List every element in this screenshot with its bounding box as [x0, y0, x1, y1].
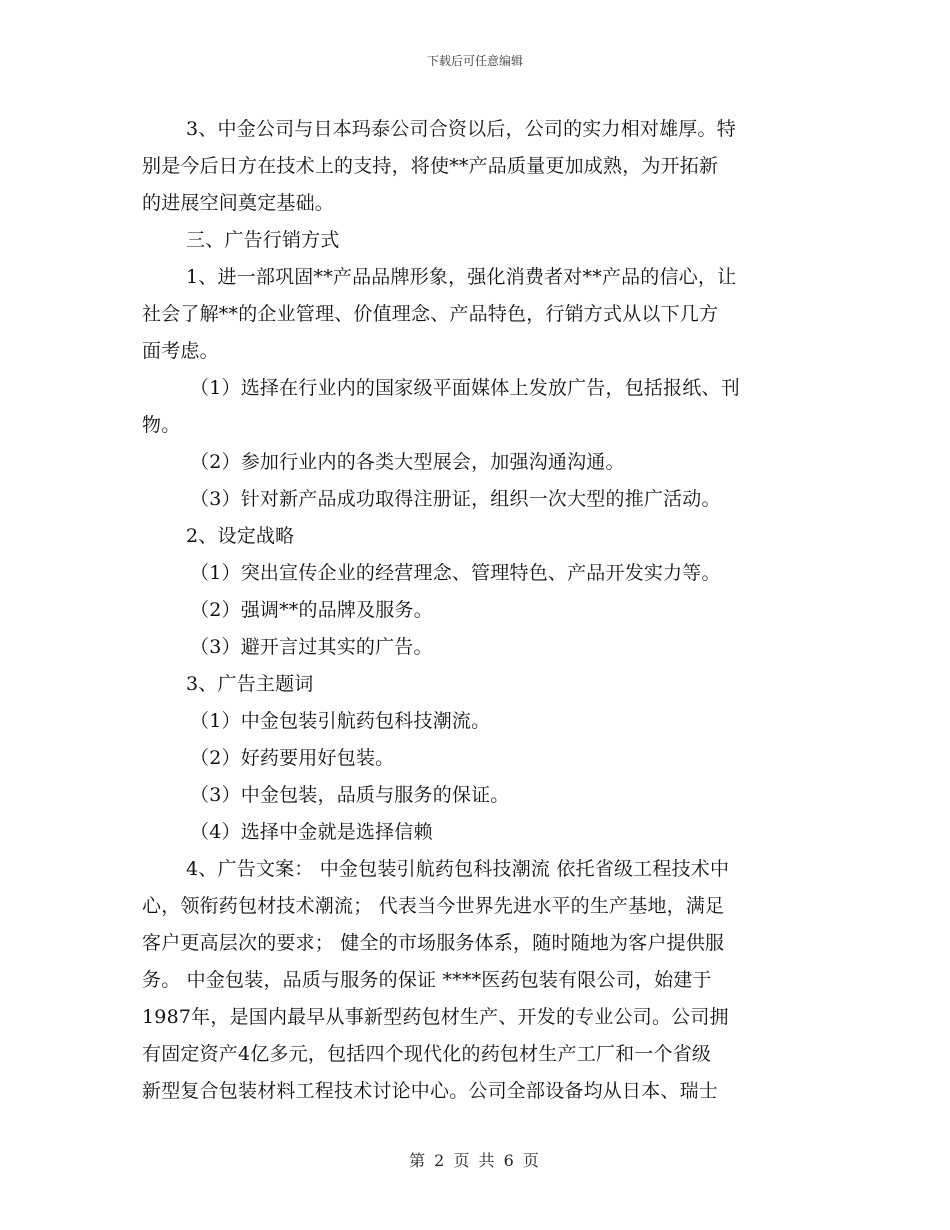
text-line: 心，领衔药包材技术潮流； 代表当今世界先进水平的生产基地，满足 — [142, 895, 725, 917]
text-line: 别是今后日方在技术上的支持，将使**产品质量更加成熟，为开拓新 — [142, 155, 719, 177]
text-line: 物。 — [142, 414, 181, 436]
text-line: （3）中金包装，品质与服务的保证。 — [190, 784, 510, 806]
text-line: （1）突出宣传企业的经营理念、管理特色、产品开发实力等。 — [190, 562, 721, 584]
text-line: 社会了解**的企业管理、价值理念、产品特色，行销方式从以下几方 — [142, 303, 719, 325]
text-line: （1）中金包装引航药包科技潮流。 — [190, 710, 491, 732]
subsection-heading: 2、设定战略 — [186, 525, 295, 547]
text-line: （2）强调**的品牌及服务。 — [190, 599, 433, 621]
subsection-heading: 3、广告主题词 — [186, 673, 314, 695]
text-line: （2）参加行业内的各类大型展会，加强沟通沟通。 — [190, 451, 625, 473]
text-line: （2）好药要用好包装。 — [190, 747, 395, 769]
text-line: （1）选择在行业内的国家级平面媒体上发放广告，包括报纸、刊 — [190, 377, 740, 399]
text-line: 新型复合包装材料工程技术讨论中心。公司全部设备均从日本、瑞士 — [142, 1080, 719, 1102]
text-line: （3）避开言过其实的广告。 — [190, 636, 433, 658]
subsection-heading: 4、广告文案： 中金包装引航药包科技潮流 依托省级工程技术中 — [186, 858, 730, 880]
text-line: 1、进一部巩固**产品品牌形象，强化消费者对**产品的信心，让 — [186, 266, 737, 288]
text-line: 客户更高层次的要求； 健全的市场服务体系，随时随地为客户提供服 — [142, 932, 725, 954]
text-line: 3、中金公司与日本玛泰公司合资以后，公司的实力相对雄厚。特 — [186, 118, 736, 140]
text-line: 的进展空间奠定基础。 — [142, 192, 335, 214]
page-header: 下载后可任意编辑 — [426, 54, 523, 68]
text-line: （4）选择中金就是选择信赖 — [190, 821, 433, 843]
text-line: （3）针对新产品成功取得注册证，组织一次大型的推广活动。 — [190, 488, 721, 510]
text-line: 1987年，是国内最早从事新型药包材生产、开发的专业公司。公司拥 — [142, 1006, 729, 1028]
section-heading: 三、广告行销方式 — [186, 229, 340, 251]
page-number-footer: 第 2 页 共 6 页 — [409, 1151, 541, 1170]
text-line: 面考虑。 — [142, 340, 219, 362]
text-line: 务。 中金包装，品质与服务的保证 ****医药包装有限公司，始建于 — [142, 969, 712, 991]
text-line: 有固定资产4亿多元，包括四个现代化的药包材生产工厂和一个省级 — [142, 1043, 712, 1065]
document-body — [142, 111, 808, 1110]
